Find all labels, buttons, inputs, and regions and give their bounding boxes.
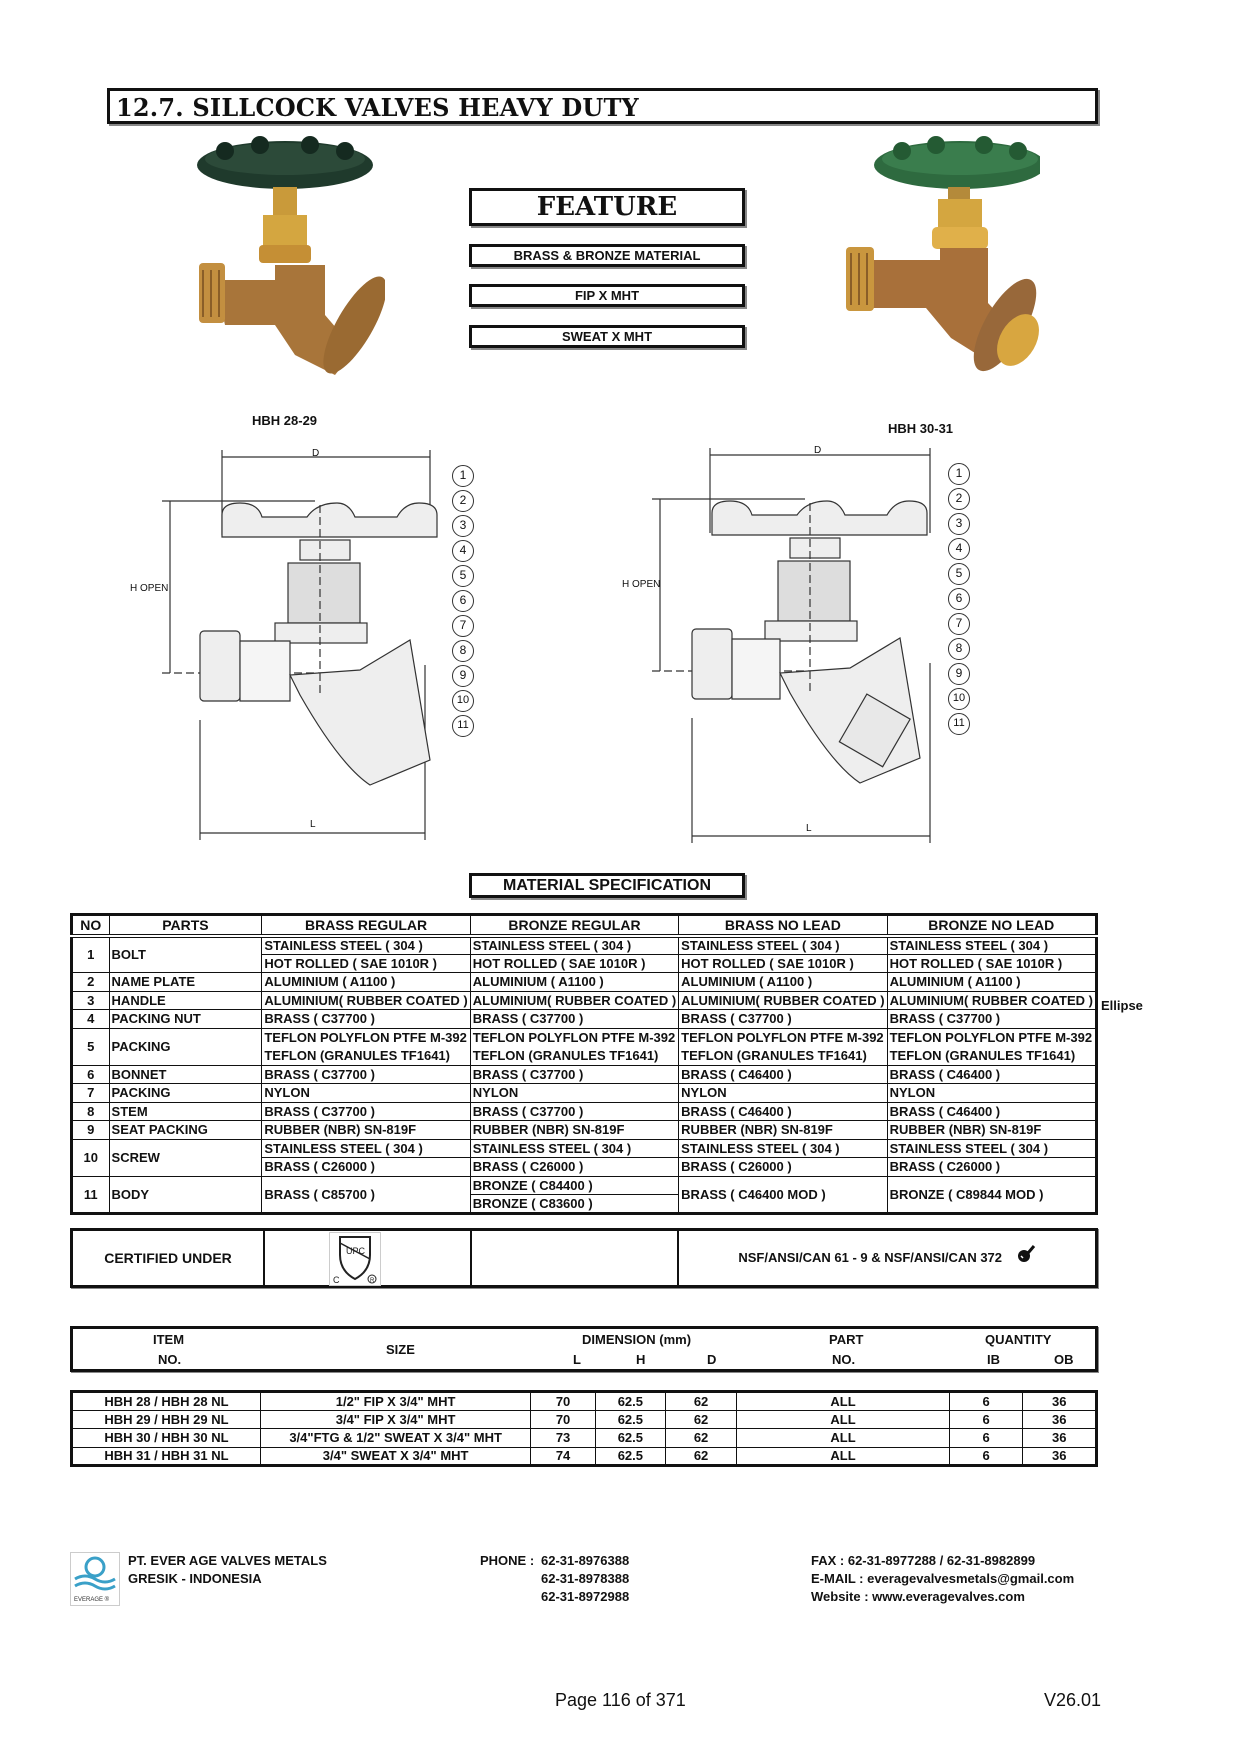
part-no: ALL bbox=[737, 1410, 950, 1429]
table-row bbox=[72, 1010, 1097, 1029]
table-row bbox=[72, 1102, 1097, 1121]
material-cell: BRASS ( C46400 ) bbox=[679, 1065, 887, 1084]
dim-h: 62.5 bbox=[595, 1392, 665, 1411]
phone-number: 62-31-8972988 bbox=[541, 1589, 630, 1604]
callout-11: 11 bbox=[452, 715, 474, 737]
material-spec-title: MATERIAL SPECIFICATION bbox=[469, 873, 745, 898]
part-name: STEM bbox=[109, 1102, 262, 1121]
callout-10: 10 bbox=[452, 690, 474, 712]
material-cell: TEFLON POLYFLON PTFE M-392 bbox=[470, 1028, 678, 1047]
dimension-h-label: H OPEN bbox=[622, 579, 661, 590]
valve-photo-icon bbox=[185, 135, 385, 415]
callout-10: 10 bbox=[948, 688, 970, 710]
material-cell: TEFLON (GRANULES TF1641) bbox=[679, 1047, 887, 1066]
version-label: V26.01 bbox=[1044, 1690, 1102, 1710]
callout-8: 8 bbox=[948, 638, 970, 660]
callout-9: 9 bbox=[948, 663, 970, 685]
feature-heading-box bbox=[469, 188, 745, 226]
dim-l: 70 bbox=[531, 1392, 595, 1411]
dim-h: 62.5 bbox=[595, 1447, 665, 1466]
material-cell: ALUMINIUM ( A1100 ) bbox=[470, 973, 678, 992]
header-l: L bbox=[573, 1352, 581, 1367]
table-row bbox=[72, 1429, 1097, 1448]
material-cell: BRASS ( C26000 ) bbox=[470, 1158, 678, 1177]
table-row bbox=[72, 1176, 1097, 1195]
table-row bbox=[72, 1410, 1097, 1429]
part-name: SCREW bbox=[109, 1139, 262, 1176]
row-number: 5 bbox=[72, 1028, 110, 1065]
material-cell: HOT ROLLED ( SAE 1010R ) bbox=[887, 954, 1096, 973]
part-name: SEAT PACKING bbox=[109, 1121, 262, 1140]
material-cell: TEFLON POLYFLON PTFE M-392 bbox=[679, 1028, 887, 1047]
callout-6: 6 bbox=[452, 590, 474, 612]
certification-box bbox=[70, 1228, 1098, 1288]
dimension-h-label: H OPEN bbox=[130, 583, 169, 594]
material-cell: ALUMINIUM( RUBBER COATED ) bbox=[262, 991, 470, 1010]
phone-list bbox=[541, 1552, 629, 1606]
column-header: PARTS bbox=[109, 915, 262, 936]
material-cell: STAINLESS STEEL ( 304 ) bbox=[262, 936, 470, 955]
qty-ib: 6 bbox=[949, 1429, 1023, 1448]
callout-9: 9 bbox=[452, 665, 474, 687]
dim-d: 62 bbox=[665, 1410, 736, 1429]
material-cell: BRONZE ( C84400 ) bbox=[470, 1176, 678, 1195]
row-number: 1 bbox=[72, 936, 110, 973]
callout-2: 2 bbox=[452, 490, 474, 512]
material-cell: STAINLESS STEEL ( 304 ) bbox=[262, 1139, 470, 1158]
header-dimension: DIMENSION (mm) bbox=[582, 1332, 692, 1347]
email-link[interactable]: E-MAIL : everagevalvesmetals@gmail.com bbox=[811, 1571, 1075, 1586]
item-no: HBH 31 / HBH 31 NL bbox=[72, 1447, 261, 1466]
material-cell: RUBBER (NBR) SN-819F bbox=[470, 1121, 678, 1140]
size: 1/2" FIP X 3/4" MHT bbox=[260, 1392, 530, 1411]
material-cell: STAINLESS STEEL ( 304 ) bbox=[679, 936, 887, 955]
header-part-no: NO. bbox=[832, 1352, 856, 1367]
material-cell: RUBBER (NBR) SN-819F bbox=[887, 1121, 1096, 1140]
table-row bbox=[72, 936, 1097, 955]
everage-wave-icon bbox=[71, 1553, 119, 1605]
phone-number: 62-31-8978388 bbox=[541, 1571, 630, 1586]
valve-photo-icon bbox=[840, 135, 1040, 415]
material-cell: HOT ROLLED ( SAE 1010R ) bbox=[679, 954, 887, 973]
svg-text:EVERAGE ®: EVERAGE ® bbox=[74, 1597, 110, 1603]
nsf-standards-cell bbox=[679, 1231, 1095, 1285]
empty-cert-cell bbox=[472, 1231, 679, 1285]
website-link[interactable]: Website : www.everagevalves.com bbox=[811, 1589, 1025, 1604]
row-number: 7 bbox=[72, 1084, 110, 1103]
material-cell: HOT ROLLED ( SAE 1010R ) bbox=[470, 954, 678, 973]
item-no: HBH 28 / HBH 28 NL bbox=[72, 1392, 261, 1411]
technical-drawing-hbh-30-31 bbox=[622, 443, 1000, 853]
company-name: PT. EVER AGE VALVES METALS bbox=[128, 1553, 327, 1568]
header-d: D bbox=[707, 1352, 717, 1367]
dim-l: 74 bbox=[531, 1447, 595, 1466]
material-cell: BRASS ( C37700 ) bbox=[262, 1102, 470, 1121]
size: 3/4" FIP X 3/4" MHT bbox=[260, 1410, 530, 1429]
table-row bbox=[72, 1065, 1097, 1084]
dim-l: 70 bbox=[531, 1410, 595, 1429]
callout-4: 4 bbox=[948, 538, 970, 560]
column-header: BRASS REGULAR bbox=[262, 915, 470, 936]
material-cell: BRASS ( C46400 ) bbox=[679, 1102, 887, 1121]
row-number: 3 bbox=[72, 991, 110, 1010]
header-ob: OB bbox=[1054, 1352, 1074, 1367]
callout-3: 3 bbox=[452, 515, 474, 537]
material-cell: BRASS ( C46400 MOD ) bbox=[679, 1176, 887, 1213]
header-part: PART bbox=[829, 1332, 864, 1347]
dim-l: 73 bbox=[531, 1429, 595, 1448]
material-cell: NYLON bbox=[262, 1084, 470, 1103]
part-name: PACKING bbox=[109, 1028, 262, 1065]
row-number: 2 bbox=[72, 973, 110, 992]
column-header: BRONZE NO LEAD bbox=[887, 915, 1096, 936]
material-cell: TEFLON (GRANULES TF1641) bbox=[887, 1047, 1096, 1066]
material-cell: BRASS ( C37700 ) bbox=[679, 1010, 887, 1029]
feature-item: FIP X MHT bbox=[469, 284, 745, 307]
material-cell: ALUMINIUM ( A1100 ) bbox=[887, 973, 1096, 992]
callout-3: 3 bbox=[948, 513, 970, 535]
row-number: 8 bbox=[72, 1102, 110, 1121]
material-cell: BRASS ( C26000 ) bbox=[262, 1158, 470, 1177]
side-note: Ellipse bbox=[1101, 998, 1143, 1013]
dimension-l-label: L bbox=[310, 819, 316, 830]
size: 3/4" SWEAT X 3/4" MHT bbox=[260, 1447, 530, 1466]
callout-4: 4 bbox=[452, 540, 474, 562]
dim-h: 62.5 bbox=[595, 1429, 665, 1448]
company-logo bbox=[70, 1552, 120, 1606]
table-row bbox=[72, 1028, 1097, 1047]
callout-7: 7 bbox=[948, 613, 970, 635]
material-cell: BRASS ( C37700 ) bbox=[887, 1010, 1096, 1029]
part-no: ALL bbox=[737, 1392, 950, 1411]
material-cell: STAINLESS STEEL ( 304 ) bbox=[887, 1139, 1096, 1158]
table-header-row bbox=[72, 915, 1097, 936]
table-row bbox=[72, 991, 1097, 1010]
upc-shield-icon bbox=[329, 1232, 381, 1286]
item-no: HBH 30 / HBH 30 NL bbox=[72, 1429, 261, 1448]
technical-drawing-hbh-28-29 bbox=[130, 445, 510, 855]
item-no: HBH 29 / HBH 29 NL bbox=[72, 1410, 261, 1429]
part-name: BODY bbox=[109, 1176, 262, 1213]
table-row bbox=[72, 973, 1097, 992]
qty-ob: 36 bbox=[1023, 1447, 1097, 1466]
material-spec-table bbox=[70, 913, 1098, 1215]
qty-ob: 36 bbox=[1023, 1410, 1097, 1429]
table-row bbox=[72, 1121, 1097, 1140]
material-cell: TEFLON POLYFLON PTFE M-392 bbox=[887, 1028, 1096, 1047]
callout-1: 1 bbox=[948, 463, 970, 485]
column-header: BRASS NO LEAD bbox=[679, 915, 887, 936]
phone-label: PHONE : bbox=[480, 1553, 535, 1568]
qty-ib: 6 bbox=[949, 1410, 1023, 1429]
material-cell: ALUMINIUM( RUBBER COATED ) bbox=[470, 991, 678, 1010]
material-cell: BRASS ( C46400 ) bbox=[887, 1102, 1096, 1121]
material-cell: BRASS ( C37700 ) bbox=[262, 1010, 470, 1029]
material-cell: NYLON bbox=[679, 1084, 887, 1103]
part-name: HANDLE bbox=[109, 991, 262, 1010]
material-cell: NYLON bbox=[470, 1084, 678, 1103]
material-cell: STAINLESS STEEL ( 304 ) bbox=[470, 936, 678, 955]
feature-item: BRASS & BRONZE MATERIAL bbox=[469, 244, 745, 267]
material-cell: BRASS ( C85700 ) bbox=[262, 1176, 470, 1213]
material-cell: BRASS ( C26000 ) bbox=[679, 1158, 887, 1177]
header-ib: IB bbox=[987, 1352, 1000, 1367]
callout-list bbox=[948, 463, 974, 738]
part-no: ALL bbox=[737, 1429, 950, 1448]
dimension-d-label: D bbox=[312, 448, 320, 459]
header-quantity: QUANTITY bbox=[985, 1332, 1052, 1347]
column-header: NO bbox=[72, 915, 110, 936]
dimension-d-label: D bbox=[814, 445, 822, 456]
material-cell: STAINLESS STEEL ( 304 ) bbox=[679, 1139, 887, 1158]
product-label: HBH 30-31 bbox=[888, 421, 954, 436]
dim-h: 62.5 bbox=[595, 1410, 665, 1429]
phone-number: 62-31-8976388 bbox=[541, 1553, 630, 1568]
svg-text:C: C bbox=[333, 1275, 340, 1285]
certified-under-label: CERTIFIED UNDER bbox=[73, 1231, 265, 1285]
table-row bbox=[72, 1447, 1097, 1466]
company-location: GRESIK - INDONESIA bbox=[128, 1571, 262, 1586]
material-cell: TEFLON (GRANULES TF1641) bbox=[262, 1047, 470, 1066]
dimension-l-label: L bbox=[806, 823, 812, 834]
part-name: PACKING NUT bbox=[109, 1010, 262, 1029]
row-number: 10 bbox=[72, 1139, 110, 1176]
qty-ib: 6 bbox=[949, 1392, 1023, 1411]
part-name: NAME PLATE bbox=[109, 973, 262, 992]
material-cell: BRASS ( C37700 ) bbox=[262, 1065, 470, 1084]
callout-2: 2 bbox=[948, 488, 970, 510]
product-photo-hbh-30-31 bbox=[840, 135, 1040, 415]
callout-5: 5 bbox=[452, 565, 474, 587]
feature-heading: FEATURE bbox=[536, 192, 678, 222]
page-title: 12.7. SILLCOCK VALVES HEAVY DUTY bbox=[116, 93, 639, 122]
callout-list bbox=[452, 465, 478, 740]
svg-text:R: R bbox=[370, 1278, 375, 1284]
material-cell: ALUMINIUM ( A1100 ) bbox=[679, 973, 887, 992]
material-cell: BRASS ( C37700 ) bbox=[470, 1065, 678, 1084]
row-number: 9 bbox=[72, 1121, 110, 1140]
material-cell: BRASS ( C26000 ) bbox=[887, 1158, 1096, 1177]
callout-1: 1 bbox=[452, 465, 474, 487]
material-cell: BRASS ( C46400 ) bbox=[887, 1065, 1096, 1084]
material-cell: ALUMINIUM ( A1100 ) bbox=[262, 973, 470, 992]
part-no: ALL bbox=[737, 1447, 950, 1466]
qty-ib: 6 bbox=[949, 1447, 1023, 1466]
dimension-header bbox=[70, 1326, 1098, 1372]
callout-11: 11 bbox=[948, 713, 970, 735]
material-cell: HOT ROLLED ( SAE 1010R ) bbox=[262, 954, 470, 973]
material-cell: BRASS ( C37700 ) bbox=[470, 1102, 678, 1121]
callout-7: 7 bbox=[452, 615, 474, 637]
material-cell: BRASS ( C37700 ) bbox=[470, 1010, 678, 1029]
page-number: Page 116 of 371 bbox=[555, 1690, 686, 1710]
material-cell: TEFLON (GRANULES TF1641) bbox=[470, 1047, 678, 1066]
callout-5: 5 bbox=[948, 563, 970, 585]
product-photo-hbh-28-29 bbox=[185, 135, 385, 415]
company-info bbox=[128, 1552, 327, 1588]
table-row bbox=[72, 1084, 1097, 1103]
table-row bbox=[72, 1139, 1097, 1158]
header-item: ITEM bbox=[153, 1332, 185, 1347]
dimension-table bbox=[70, 1390, 1098, 1467]
nsf-checkmark-icon bbox=[1016, 1232, 1036, 1286]
callout-6: 6 bbox=[948, 588, 970, 610]
header-h: H bbox=[636, 1352, 646, 1367]
size: 3/4"FTG & 1/2" SWEAT X 3/4" MHT bbox=[260, 1429, 530, 1448]
qty-ob: 36 bbox=[1023, 1429, 1097, 1448]
part-name: PACKING bbox=[109, 1084, 262, 1103]
contact-info bbox=[811, 1552, 1074, 1606]
dim-d: 62 bbox=[665, 1429, 736, 1448]
part-name: BOLT bbox=[109, 936, 262, 973]
feature-item: SWEAT X MHT bbox=[469, 325, 745, 348]
column-header: BRONZE REGULAR bbox=[470, 915, 678, 936]
part-name: BONNET bbox=[109, 1065, 262, 1084]
header-size: SIZE bbox=[386, 1342, 415, 1357]
material-cell: BRONZE ( C83600 ) bbox=[470, 1195, 678, 1214]
svg-text:UPC: UPC bbox=[346, 1246, 366, 1256]
material-cell: RUBBER (NBR) SN-819F bbox=[679, 1121, 887, 1140]
nsf-standards-text: NSF/ANSI/CAN 61 - 9 & NSF/ANSI/CAN 372 bbox=[738, 1250, 1003, 1265]
row-number: 4 bbox=[72, 1010, 110, 1029]
upc-logo-cell bbox=[265, 1231, 472, 1285]
material-cell: TEFLON POLYFLON PTFE M-392 bbox=[262, 1028, 470, 1047]
material-cell: STAINLESS STEEL ( 304 ) bbox=[887, 936, 1096, 955]
product-label: HBH 28-29 bbox=[252, 413, 318, 428]
valve-cross-section-icon bbox=[630, 443, 1000, 853]
row-number: 11 bbox=[72, 1176, 110, 1213]
row-number: 6 bbox=[72, 1065, 110, 1084]
fax: FAX : 62-31-8977288 / 62-31-8982899 bbox=[811, 1553, 1036, 1568]
dim-d: 62 bbox=[665, 1392, 736, 1411]
callout-8: 8 bbox=[452, 640, 474, 662]
material-cell: STAINLESS STEEL ( 304 ) bbox=[470, 1139, 678, 1158]
table-row bbox=[72, 1392, 1097, 1411]
dim-d: 62 bbox=[665, 1447, 736, 1466]
header-item-no: NO. bbox=[158, 1352, 182, 1367]
material-cell: RUBBER (NBR) SN-819F bbox=[262, 1121, 470, 1140]
material-cell: ALUMINIUM( RUBBER COATED ) bbox=[887, 991, 1096, 1010]
material-cell: ALUMINIUM( RUBBER COATED ) bbox=[679, 991, 887, 1010]
section-title-box bbox=[107, 88, 1098, 124]
material-cell: NYLON bbox=[887, 1084, 1096, 1103]
material-cell: BRONZE ( C89844 MOD ) bbox=[887, 1176, 1096, 1213]
qty-ob: 36 bbox=[1023, 1392, 1097, 1411]
